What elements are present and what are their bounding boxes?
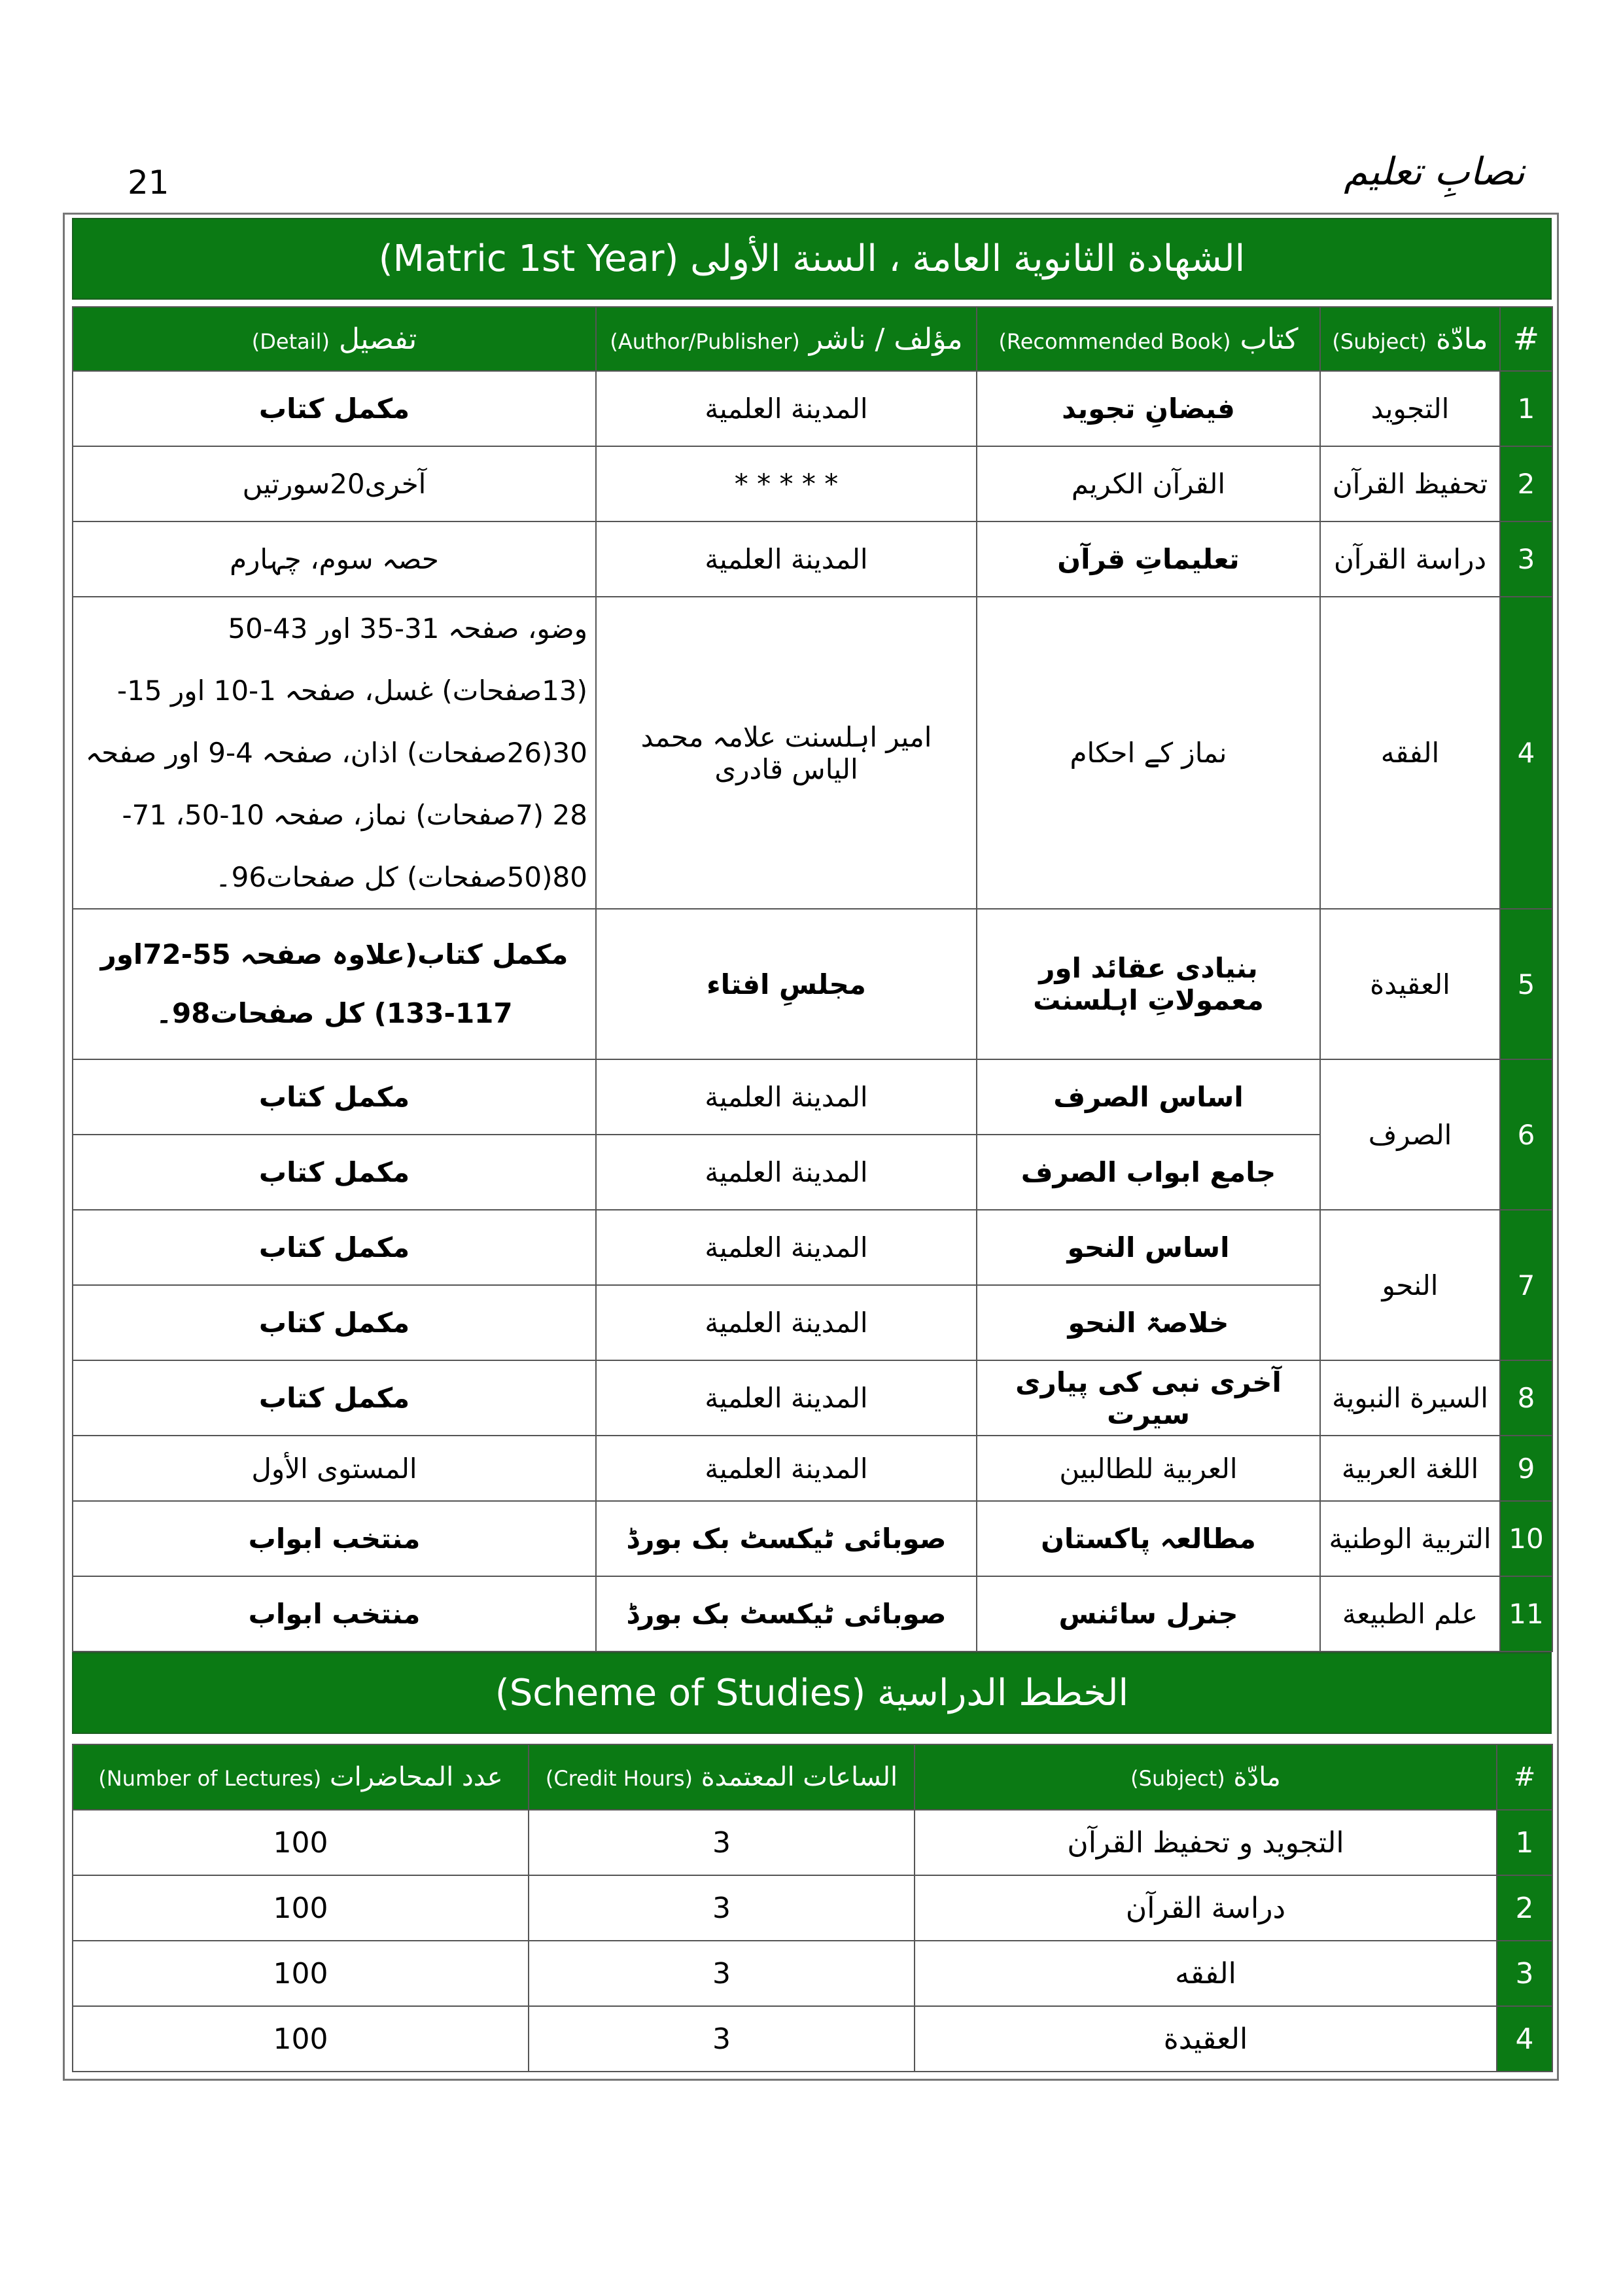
scheme-header-lectures [73, 1744, 529, 1810]
row-number: 4 [1500, 597, 1552, 909]
scheme-header-row [73, 1744, 1552, 1810]
scheme-header-subject [915, 1744, 1497, 1810]
scheme-header-credit-ar: الساعات المعتمدة [701, 1762, 898, 1792]
row-author: صوبائی ٹیکسٹ بک بورڈ [596, 1501, 977, 1576]
row-detail: حصہ سوم، چہارم [73, 521, 596, 597]
row-book: جامع ابواب الصرف [977, 1135, 1320, 1210]
row-detail: مکمل کتاب(علاوہ صفحہ 55-72اور 117-133) کل صفحات98۔ [73, 909, 596, 1059]
scheme-row-subject: دراسة القرآن [915, 1875, 1497, 1941]
row-author: المدينة العلمية [596, 1285, 977, 1360]
scheme-banner [72, 1652, 1552, 1734]
matric-banner-title: الشهادة الثانوية العامة ، السنة الأولى (Matric 1st Year) [378, 238, 1246, 280]
row-subject: تحفيظ القرآن [1320, 446, 1500, 521]
scheme-header-subject-en: (Subject) [1130, 1766, 1225, 1791]
row-detail: منتخب ابواب [73, 1576, 596, 1651]
scheme-row-subject: التجويد و تحفيظ القرآن [915, 1810, 1497, 1875]
scheme-row-subject: الفقه [915, 1941, 1497, 2006]
table-row [73, 1360, 1552, 1436]
row-subject: التجويد [1320, 371, 1500, 446]
scheme-row-lectures: 100 [73, 1875, 529, 1941]
row-author: امیر اہلسنت علامہ محمد الیاس قادری [596, 597, 977, 909]
scheme-row-credit: 3 [529, 1810, 915, 1875]
row-book: تعلیماتِ قرآن [977, 521, 1320, 597]
syllabus-header-row [73, 307, 1552, 371]
header-book-ar: كتاب [1240, 322, 1299, 356]
scheme-header-num: # [1497, 1744, 1552, 1810]
row-subject: دراسة القرآن [1320, 521, 1500, 597]
table-row [73, 1501, 1552, 1576]
row-book: آخری نبی کی پیاری سیرت [977, 1360, 1320, 1436]
row-number: 9 [1500, 1436, 1552, 1501]
row-book: فيضانِ تجوید [977, 371, 1320, 446]
row-author: صوبائی ٹیکسٹ بک بورڈ [596, 1576, 977, 1651]
page-number: 21 [128, 164, 169, 202]
row-subject: السيرة النبوية [1320, 1360, 1500, 1436]
row-book: العربية للطالبين [977, 1436, 1320, 1501]
row-number: 1 [1500, 371, 1552, 446]
row-book: مطالعہ پاکستان [977, 1501, 1320, 1576]
row-book: بنیادی عقائد اور معمولاتِ اہلسنت [977, 909, 1320, 1059]
row-book: اساس النحو [977, 1210, 1320, 1285]
row-author: المدينة العلمية [596, 371, 977, 446]
row-detail: مکمل کتاب [73, 1360, 596, 1436]
row-number: 8 [1500, 1360, 1552, 1436]
table-row [73, 1436, 1552, 1501]
header-author-ar: مؤلف / ناشر [809, 322, 963, 356]
header-subject-en: (Subject) [1332, 328, 1427, 354]
row-detail: مکمل کتاب [73, 1285, 596, 1360]
row-author: المدينة العلمية [596, 1360, 977, 1436]
header-author-en: (Author/Publisher) [610, 328, 800, 354]
row-detail: آخری20سورتیں [73, 446, 596, 521]
row-book: خلاصۃ النحو [977, 1285, 1320, 1360]
header-detail [73, 307, 596, 371]
row-subject: اللغة العربية [1320, 1436, 1500, 1501]
syllabus-table [72, 306, 1553, 1652]
row-subject: الفقه [1320, 597, 1500, 909]
row-detail: وضو، صفحہ 31-35 اور 43-50 (13صفحات) غسل، صفحہ 1-10 اور 15-30(26صفحات) اذان، صفحہ 4-9 اور صفحہ 28 (7صفحات) نماز، صفحہ 10-50، 71-80(50صفحات) کل صفحات96۔ [73, 597, 596, 909]
row-number: 11 [1500, 1576, 1552, 1651]
row-number: 5 [1500, 909, 1552, 1059]
scheme-row-number: 4 [1497, 2006, 1552, 2072]
row-author: المدينة العلمية [596, 521, 977, 597]
matric-banner [72, 218, 1552, 300]
header-subject [1320, 307, 1500, 371]
header-subject-ar: مادّة [1435, 322, 1488, 356]
table-row [73, 371, 1552, 446]
row-subject: علم الطبيعة [1320, 1576, 1500, 1651]
row-subject: النحو [1320, 1210, 1500, 1360]
scheme-row [73, 1941, 1552, 2006]
row-subject: الصرف [1320, 1059, 1500, 1210]
table-row [73, 446, 1552, 521]
scheme-row-lectures: 100 [73, 1941, 529, 2006]
row-detail: مکمل کتاب [73, 1210, 596, 1285]
row-detail: مکمل کتاب [73, 1135, 596, 1210]
row-book: اساس الصرف [977, 1059, 1320, 1135]
scheme-header-credit-en: (Credit Hours) [545, 1766, 693, 1791]
scheme-row-number: 3 [1497, 1941, 1552, 2006]
scheme-row-number: 1 [1497, 1810, 1552, 1875]
scheme-header-lectures-ar: عدد المحاضرات [329, 1762, 503, 1792]
row-number: 10 [1500, 1501, 1552, 1576]
row-author: المدينة العلمية [596, 1436, 977, 1501]
header-num: # [1500, 307, 1552, 371]
scheme-row-subject: العقيدة [915, 2006, 1497, 2072]
header-detail-ar: تفصيل [338, 322, 417, 356]
row-book: جنرل سائنس [977, 1576, 1320, 1651]
header-book-en: (Recommended Book) [998, 328, 1231, 354]
row-detail: المستوى الأول [73, 1436, 596, 1501]
scheme-header-credit [529, 1744, 915, 1810]
table-row [73, 1059, 1552, 1135]
header-author [596, 307, 977, 371]
scheme-row-lectures: 100 [73, 2006, 529, 2072]
scheme-row [73, 2006, 1552, 2072]
header-detail-en: (Detail) [251, 328, 330, 354]
row-number: 7 [1500, 1210, 1552, 1360]
running-title: نصابِ تعلیم [1344, 149, 1525, 194]
table-row [73, 1576, 1552, 1651]
row-book: نماز کے احکام [977, 597, 1320, 909]
row-book: القرآن الكريم [977, 446, 1320, 521]
scheme-row-number: 2 [1497, 1875, 1552, 1941]
row-author: المدينة العلمية [596, 1135, 977, 1210]
table-row [73, 909, 1552, 1059]
row-number: 2 [1500, 446, 1552, 521]
row-author: مجلسِ افتاء [596, 909, 977, 1059]
scheme-header-lectures-en: (Number of Lectures) [98, 1766, 322, 1791]
scheme-header-subject-ar: مادّة [1233, 1762, 1281, 1792]
row-subject: العقيدة [1320, 909, 1500, 1059]
scheme-row [73, 1875, 1552, 1941]
row-author: * * * * * [596, 446, 977, 521]
row-author: المدينة العلمية [596, 1210, 977, 1285]
header-book [977, 307, 1320, 371]
scheme-row-credit: 3 [529, 1941, 915, 2006]
row-number: 3 [1500, 521, 1552, 597]
row-detail: مکمل کتاب [73, 1059, 596, 1135]
table-row [73, 521, 1552, 597]
scheme-row-credit: 3 [529, 1875, 915, 1941]
scheme-row [73, 1810, 1552, 1875]
row-detail: مکمل کتاب [73, 371, 596, 446]
row-detail: منتخب ابواب [73, 1501, 596, 1576]
row-number: 6 [1500, 1059, 1552, 1210]
scheme-row-lectures: 100 [73, 1810, 529, 1875]
scheme-banner-title: الخطط الدراسية (Scheme of Studies) [495, 1672, 1129, 1714]
scheme-row-credit: 3 [529, 2006, 915, 2072]
row-subject: التربية الوطنية [1320, 1501, 1500, 1576]
table-row [73, 597, 1552, 909]
scheme-table [72, 1744, 1553, 2072]
table-row [73, 1210, 1552, 1285]
row-author: المدينة العلمية [596, 1059, 977, 1135]
